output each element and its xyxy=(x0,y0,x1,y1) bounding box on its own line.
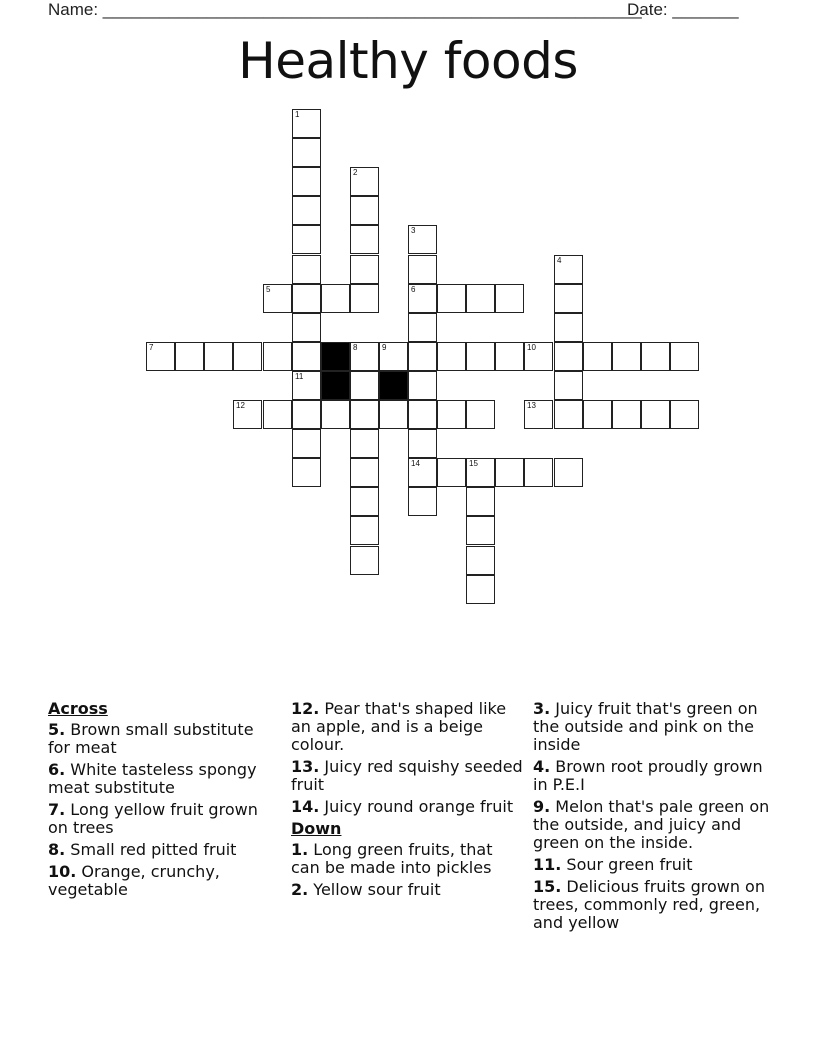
grid-cell[interactable] xyxy=(466,546,495,575)
clue-item-text: Small red pitted fruit xyxy=(65,840,237,859)
clue-number: 8 xyxy=(353,343,358,352)
clue-item-text: Sour green fruit xyxy=(561,855,693,874)
grid-cell[interactable] xyxy=(466,342,495,371)
grid-cell[interactable] xyxy=(554,284,583,313)
grid-cell[interactable] xyxy=(466,575,495,604)
grid-cell[interactable] xyxy=(583,400,612,429)
grid-cell[interactable] xyxy=(408,255,437,284)
grid-cell[interactable] xyxy=(350,225,379,254)
grid-cell[interactable] xyxy=(495,284,524,313)
grid-cell[interactable] xyxy=(379,342,408,371)
clue-number: 7 xyxy=(149,343,154,352)
grid-cell[interactable] xyxy=(408,313,437,342)
grid-cell[interactable] xyxy=(437,284,466,313)
grid-cell[interactable] xyxy=(350,546,379,575)
grid-cell[interactable] xyxy=(554,458,583,487)
clue-item xyxy=(533,758,773,794)
grid-cell[interactable] xyxy=(466,487,495,516)
clue-number: 6 xyxy=(411,285,416,294)
clue-item xyxy=(533,798,773,852)
clue-item-text: Juicy round orange fruit xyxy=(319,797,514,816)
grid-cell-black xyxy=(379,371,408,400)
clue-item-text: White tasteless spongy meat substitute xyxy=(48,760,257,797)
grid-cell[interactable] xyxy=(292,225,321,254)
grid-cell[interactable] xyxy=(204,342,233,371)
grid-cell[interactable] xyxy=(641,342,670,371)
grid-cell[interactable] xyxy=(670,400,699,429)
clue-item xyxy=(291,841,523,877)
clue-item-number: 10. xyxy=(48,862,77,881)
grid-cell[interactable] xyxy=(263,400,292,429)
grid-cell-black xyxy=(321,371,350,400)
grid-cell[interactable] xyxy=(437,458,466,487)
grid-cell[interactable] xyxy=(350,487,379,516)
grid-cell-black xyxy=(321,342,350,371)
clue-number: 14 xyxy=(411,459,420,468)
clue-item-number: 4. xyxy=(533,757,551,776)
clue-item-number: 7. xyxy=(48,800,66,819)
grid-cell[interactable] xyxy=(437,400,466,429)
grid-cell[interactable] xyxy=(263,284,292,313)
grid-cell[interactable] xyxy=(466,284,495,313)
clue-item-number: 14. xyxy=(291,797,320,816)
grid-cell[interactable] xyxy=(350,458,379,487)
clue-number: 13 xyxy=(527,401,536,410)
grid-cell[interactable] xyxy=(524,342,553,371)
grid-cell[interactable] xyxy=(495,342,524,371)
clue-item-number: 6. xyxy=(48,760,66,779)
clue-item-number: 9. xyxy=(533,797,551,816)
clue-item-number: 8. xyxy=(48,840,66,859)
grid-cell[interactable] xyxy=(292,429,321,458)
grid-cell[interactable] xyxy=(350,429,379,458)
clue-item xyxy=(48,721,280,757)
clue-number: 1 xyxy=(295,110,300,119)
page-title: Healthy foods xyxy=(238,32,578,90)
grid-cell[interactable] xyxy=(408,487,437,516)
clue-number: 5 xyxy=(266,285,271,294)
clue-item-number: 5. xyxy=(48,720,66,739)
clue-item xyxy=(533,878,773,932)
grid-cell[interactable] xyxy=(408,458,437,487)
clue-item-number: 1. xyxy=(291,840,309,859)
clue-item xyxy=(533,856,773,874)
grid-cell[interactable] xyxy=(524,400,553,429)
clue-item-number: 11. xyxy=(533,855,562,874)
grid-cell[interactable] xyxy=(233,400,262,429)
grid-cell[interactable] xyxy=(408,371,437,400)
grid-cell[interactable] xyxy=(437,342,466,371)
clue-item-text: Long green fruits, that can be made into pickles xyxy=(291,840,493,877)
grid-cell[interactable] xyxy=(350,284,379,313)
clue-number: 11 xyxy=(295,372,304,381)
grid-cell[interactable] xyxy=(524,458,553,487)
clue-item xyxy=(291,758,523,794)
clue-item xyxy=(291,700,523,754)
across-heading: Across xyxy=(48,699,108,718)
clue-item-text: Yellow sour fruit xyxy=(308,880,441,899)
clue-item-text: Long yellow fruit grown on trees xyxy=(48,800,258,837)
grid-cell[interactable] xyxy=(350,516,379,545)
grid-cell[interactable] xyxy=(292,342,321,371)
grid-cell[interactable] xyxy=(554,400,583,429)
grid-cell[interactable] xyxy=(292,255,321,284)
clue-item-text: Melon that's pale green on the outside, and juicy and green on the inside. xyxy=(533,797,770,852)
grid-cell[interactable] xyxy=(350,342,379,371)
grid-cell[interactable] xyxy=(292,458,321,487)
clue-item-text: Delicious fruits grown on trees, commonly red, green, and yellow xyxy=(533,877,765,932)
grid-cell[interactable] xyxy=(175,342,204,371)
clue-item xyxy=(48,801,280,837)
clue-number: 12 xyxy=(236,401,245,410)
name-field[interactable]: Name: _________________________________________________________ xyxy=(48,0,642,19)
clue-item-text: Orange, crunchy, vegetable xyxy=(48,862,220,899)
grid-cell[interactable] xyxy=(350,196,379,225)
grid-cell[interactable] xyxy=(408,284,437,313)
grid-cell[interactable] xyxy=(408,400,437,429)
clues-column-1 xyxy=(48,700,280,903)
grid-cell[interactable] xyxy=(321,284,350,313)
clue-item-number: 2. xyxy=(291,880,309,899)
grid-cell[interactable] xyxy=(292,138,321,167)
grid-cell[interactable] xyxy=(292,284,321,313)
clue-item-number: 12. xyxy=(291,699,320,718)
grid-cell[interactable] xyxy=(408,342,437,371)
clue-item-text: Pear that's shaped like an apple, and is a beige colour. xyxy=(291,699,507,754)
clue-number: 15 xyxy=(469,459,478,468)
clue-item-text: Brown small substitute for meat xyxy=(48,720,254,757)
clue-item xyxy=(533,700,773,754)
grid-cell[interactable] xyxy=(554,342,583,371)
grid-cell[interactable] xyxy=(466,458,495,487)
grid-cell[interactable] xyxy=(292,313,321,342)
date-field[interactable]: Date: _______ xyxy=(627,0,739,19)
grid-cell[interactable] xyxy=(350,255,379,284)
grid-cell[interactable] xyxy=(379,400,408,429)
grid-cell[interactable] xyxy=(350,400,379,429)
grid-cell[interactable] xyxy=(233,342,262,371)
grid-cell[interactable] xyxy=(350,371,379,400)
clues-column-3 xyxy=(533,700,773,936)
grid-cell[interactable] xyxy=(554,313,583,342)
grid-cell[interactable] xyxy=(350,167,379,196)
clue-item xyxy=(291,881,523,899)
clue-item-number: 13. xyxy=(291,757,320,776)
clue-number: 3 xyxy=(411,226,416,235)
grid-cell[interactable] xyxy=(292,196,321,225)
clue-item xyxy=(48,761,280,797)
grid-cell[interactable] xyxy=(292,109,321,138)
grid-cell[interactable] xyxy=(292,400,321,429)
clue-item-text: Juicy fruit that's green on the outside and pink on the inside xyxy=(533,699,758,754)
grid-cell[interactable] xyxy=(612,400,641,429)
clue-number: 4 xyxy=(557,256,562,265)
grid-cell[interactable] xyxy=(292,167,321,196)
clue-item-number: 15. xyxy=(533,877,562,896)
grid-cell[interactable] xyxy=(670,342,699,371)
clue-number: 2 xyxy=(353,168,358,177)
clue-item-text: Brown root proudly grown in P.E.I xyxy=(533,757,763,794)
grid-cell[interactable] xyxy=(466,516,495,545)
grid-cell[interactable] xyxy=(263,342,292,371)
clue-item-number: 3. xyxy=(533,699,551,718)
clues-column-2 xyxy=(291,700,523,903)
grid-cell[interactable] xyxy=(583,342,612,371)
grid-cell[interactable] xyxy=(495,458,524,487)
clue-item-text: Juicy red squishy seeded fruit xyxy=(291,757,523,794)
grid-cell[interactable] xyxy=(554,255,583,284)
clue-item xyxy=(48,863,280,899)
clue-item xyxy=(48,841,280,859)
clue-number: 10 xyxy=(527,343,536,352)
grid-cell[interactable] xyxy=(321,400,350,429)
grid-cell[interactable] xyxy=(408,429,437,458)
grid-cell[interactable] xyxy=(146,342,175,371)
clue-number: 9 xyxy=(382,343,387,352)
clue-item xyxy=(291,798,523,816)
grid-cell[interactable] xyxy=(612,342,641,371)
grid-cell[interactable] xyxy=(408,225,437,254)
grid-cell[interactable] xyxy=(292,371,321,400)
grid-cell[interactable] xyxy=(554,371,583,400)
down-heading: Down xyxy=(291,819,342,838)
grid-cell[interactable] xyxy=(641,400,670,429)
grid-cell[interactable] xyxy=(466,400,495,429)
